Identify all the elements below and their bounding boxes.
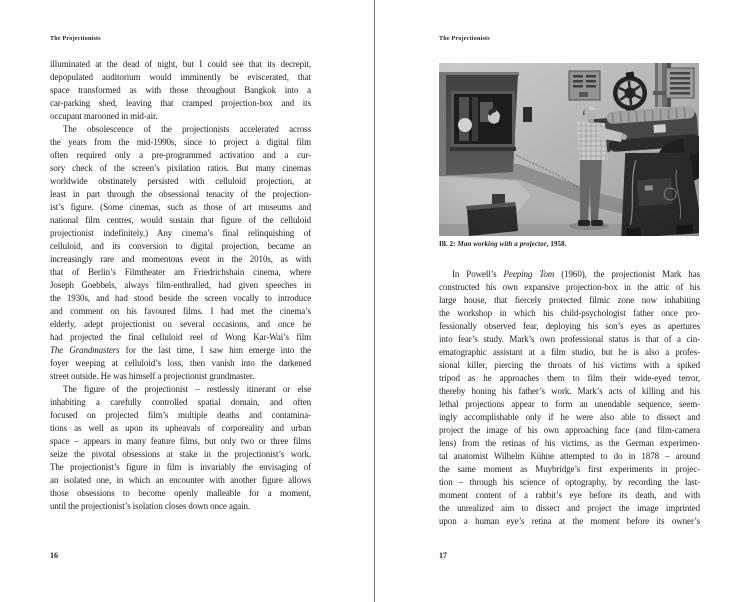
text-run: increasingly rare and momentous event in the 2010s, as with [50,254,311,264]
text-run: tal anatomist Wilhelm Kühne attempted to do in 1878 – around [439,451,700,461]
figure-caption [439,240,700,249]
text-run: space transformed as with those throughout Bangkok into a [50,85,311,95]
text-run: occupant marooned in mid-air. [50,111,158,121]
text-run: seize the pivotal obsessions at stake in the projectionist’s work. [50,449,311,459]
text-line [439,333,700,346]
text-line [439,307,700,320]
text-line [50,305,311,318]
text-run: The projectionist’s figure in film is invariably the envisaging of [50,462,311,472]
text-line [50,97,311,110]
running-header-right: The Projectionists [439,36,490,42]
text-run: large house, that fiercely protected filmic zone now inhabiting [439,295,700,305]
text-line [50,422,311,435]
text-line [50,344,311,357]
text-run: elderly, adept projectionist on several occasions, and once he [50,319,311,329]
text-line [50,84,311,97]
text-run: The obsolescence of the projectionists accelerated across [63,124,311,134]
text-line [439,294,700,307]
text-line [439,502,700,515]
text-line [439,346,700,359]
text-run: celluloid, and its conversion to digital projection, became an [50,241,311,251]
text-run: space – appears in many feature films, but only two or three films [50,436,311,446]
text-run: had projected the final celluloid reel of Wong Kar-Wai’s film [50,332,311,342]
text-line [50,500,311,513]
text-run: that of Berlin’s Filmtheater am Friedrichshain cinema, where [50,267,311,277]
text-run: lens) from the retinas of his victims, as the German experimen- [439,438,700,448]
text-run: depopulated auditorium would imminently be eviscerated, that [50,72,311,82]
text-run: lethal projections appear to form an unendable sequence, seem- [439,399,700,409]
text-run: upon a human eye’s retina at the moment before its owner’s [439,516,700,526]
text-run: the same moment as Muybridge’s first experiments in projec- [439,464,700,474]
running-header-left: The Projectionists [50,36,101,42]
figure-illustration [439,63,699,236]
text-run: the workshop in which his child-psychologist father once pro- [439,308,700,318]
text-run: illuminated at the dead of night, but I could see that its decrepit, [50,59,311,69]
text-line [50,253,311,266]
text-run: sory check of the screen’s pixilation ratios. But many cinemas [50,163,311,173]
text-run: ist’s figure. (Some cinemas, such as those of art museums and [50,202,311,212]
text-run: for the last time, I saw him emerge into the [119,345,311,355]
text-line [439,385,700,398]
text-line [50,487,311,500]
text-run: The Grandmasters [50,345,120,355]
page-number-left: 16 [50,551,58,560]
text-run: fessionally observed fear, deploying his son’s eyes as apertures [439,321,700,331]
text-run: The figure of the projectionist – restlessly itinerant or else [63,384,311,394]
text-run: moment content of a rabbit’s eye before its death, and with [439,490,700,500]
text-run: Ill. 2: [439,240,458,248]
text-line [50,409,311,422]
text-run: Man working with a projector [457,240,547,248]
page-number-right: 17 [439,551,447,560]
text-line [50,201,311,214]
text-run: often required only a pre-programmed activation and a cur- [50,150,311,160]
body-text-right [439,268,700,528]
text-run: tion – through his science of optography, by recording the last- [439,477,700,487]
text-run: focused on projected film’s multiple deaths and contamina- [50,410,311,420]
text-line [50,175,311,188]
text-run: until the projectionist’s isolation closes down once again. [50,501,251,511]
text-line [439,281,700,294]
text-line [50,136,311,149]
text-line [50,58,311,71]
text-run: sional killer, piercing the throats of his victims with a spiked [439,360,700,370]
text-line [50,383,311,396]
text-line [50,266,311,279]
text-line [439,489,700,502]
text-line [50,71,311,84]
text-line [50,474,311,487]
text-line [439,359,700,372]
text-line [439,411,700,424]
text-line [50,240,311,253]
text-run: the years from the mid-1990s, since to project a digital film [50,137,311,147]
text-line [50,357,311,370]
text-run: Peeping Tom [503,269,555,279]
text-run: and comment on his favoured films. I had met the cinema’s [50,306,311,316]
text-line [50,396,311,409]
text-run: least in part through the obsessional tenacity of the projection- [50,189,311,199]
text-run: ematographic assistant at a film studio, but he is also a profes- [439,347,700,357]
text-run: those obsessions to become openly malleable for a moment, [50,488,311,498]
text-run: In Powell’s [452,269,504,279]
text-run: Joseph Goebbels, always film-enthralled, had given speeches in [50,280,311,290]
text-run: car-parking shed, leaving that cramped projection-box and its [50,98,311,108]
text-line [439,424,700,437]
text-line [50,279,311,292]
text-run: inhabiting a carefully controlled spatial domain, and often [50,397,311,407]
text-run: , 1958. [546,240,567,248]
text-line [439,372,700,385]
text-line [50,227,311,240]
text-run: national film centres, would sustain that figure of the celluloid [50,215,311,225]
text-line [439,437,700,450]
text-line [439,450,700,463]
text-run: the 1930s, and had stood beside the screen vocally to introduce [50,293,311,303]
text-line [50,292,311,305]
text-line [50,331,311,344]
text-line [50,149,311,162]
text-line [50,435,311,448]
text-line [439,398,700,411]
text-line [50,214,311,227]
text-run: tripod as he approaches them to film their wide-eyed terror, [439,373,700,383]
text-line [50,123,311,136]
text-run: tions as well as upon its upheavals of corporeality and urban [50,423,311,433]
text-run: the unrealized aim to dissect and project the image imprinted [439,503,700,513]
text-line [50,110,311,123]
text-line [439,463,700,476]
projector-photo [439,63,699,236]
text-line [50,461,311,474]
text-line [50,370,311,383]
text-run: an isolated one, in which an encounter with another figure allows [50,475,311,485]
text-run: into fear’s study. Mark’s own professional status is that of a cin- [439,334,700,344]
text-line [50,162,311,175]
text-line [50,318,311,331]
text-line [439,268,700,281]
text-line [439,476,700,489]
text-run: worldwide obstinately persisted with celluloid projection, at [50,176,311,186]
text-run: ingly accomplishable only if he were also able to dissect and [439,412,700,422]
text-line [439,515,700,528]
text-run: project the image of his own approaching face (and film-camera [439,425,700,435]
body-text-left [50,58,311,513]
text-line [439,320,700,333]
text-line [50,188,311,201]
text-run: street outside. He was himself a projectionist grandmaster. [50,371,255,381]
page-divider [374,0,375,602]
text-run: thereby honing his father’s work. Mark’s acts of killing and his [439,386,700,396]
text-line [50,448,311,461]
photo-vignette [439,63,699,236]
text-run: (1960), the projectionist Mark has [554,269,700,279]
text-run: projectionist indefinitely.) Any cinema’s final relinquishing of [50,228,311,238]
text-run: foyer weeping at celluloid’s loss, then vanish into the darkened [50,358,311,368]
text-run: constructed his own expansive projection-box in the attic of his [439,282,700,292]
